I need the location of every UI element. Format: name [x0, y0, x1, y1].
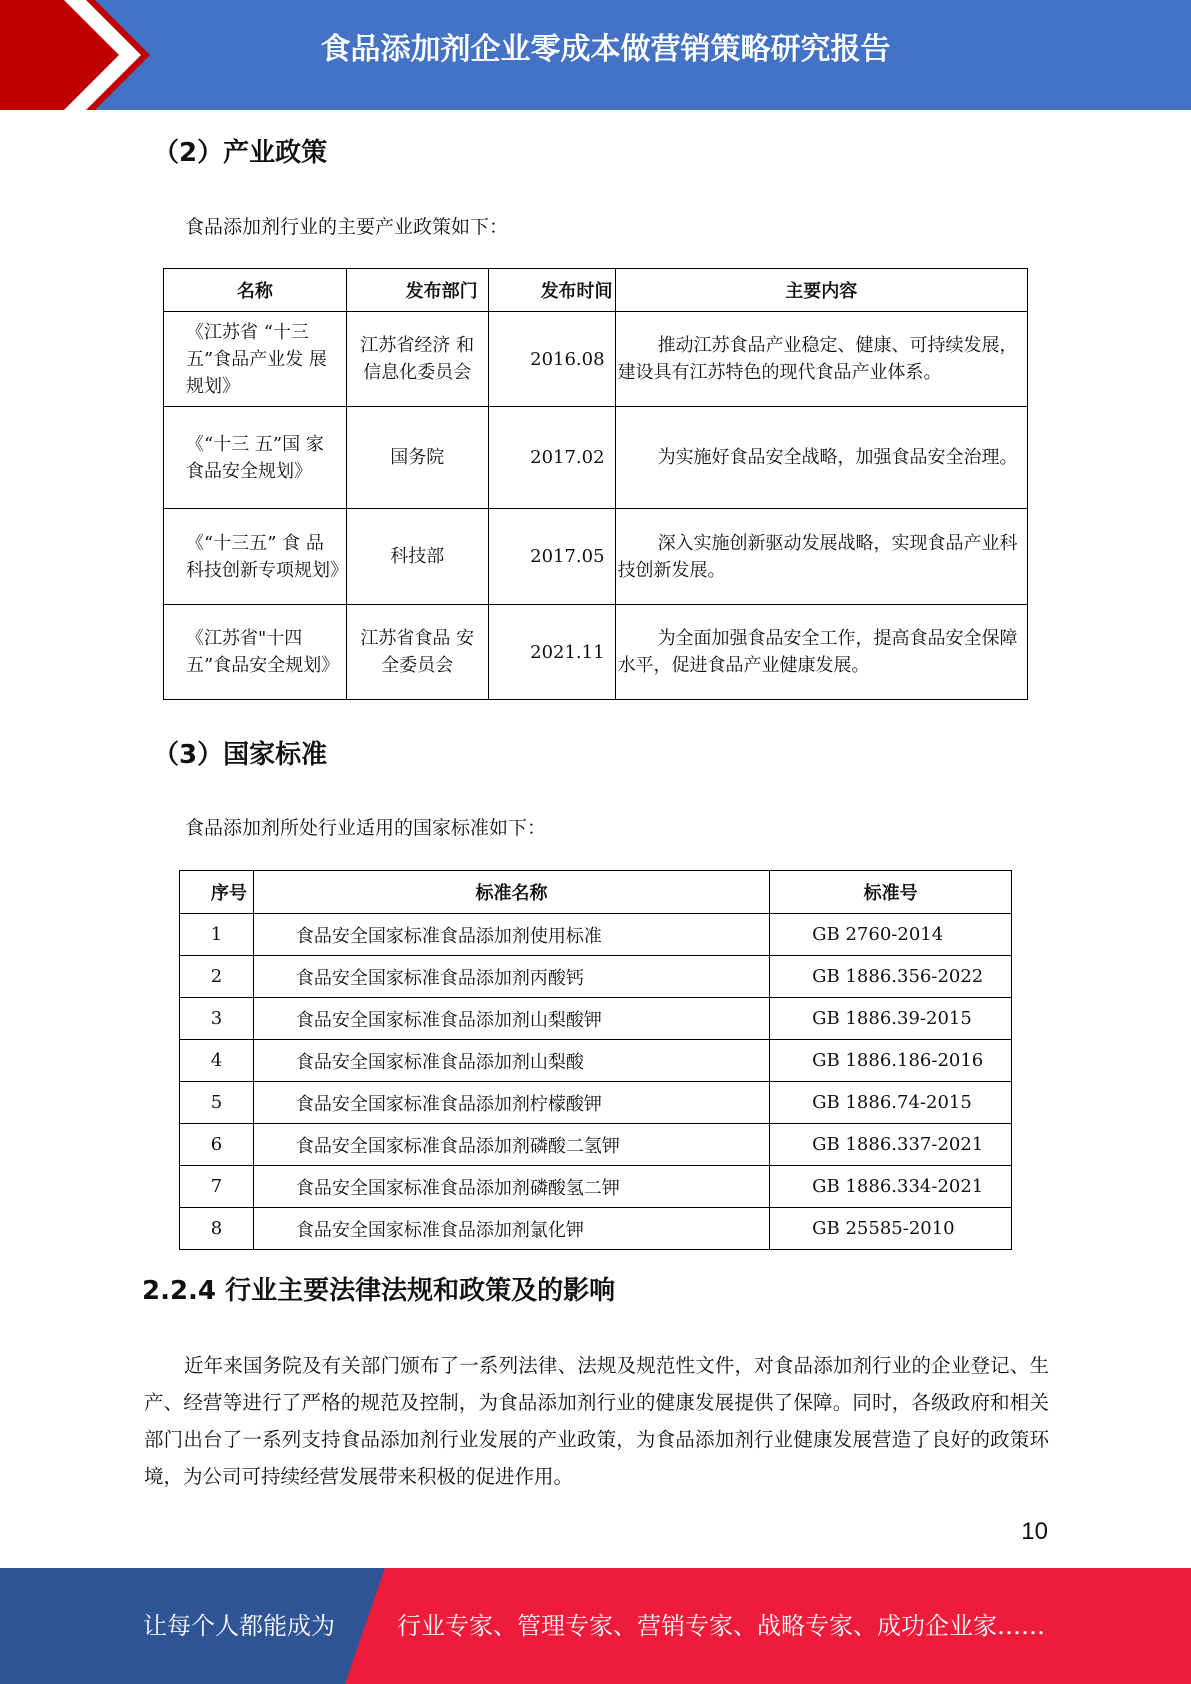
column-header: 序号 — [180, 871, 254, 914]
table-row — [164, 407, 1028, 509]
standard-no: 4 — [180, 1040, 254, 1082]
standard-code: GB 1886.337-2021 — [770, 1124, 1012, 1166]
policy-date: 2017.05 — [488, 509, 615, 605]
policy-dept: 科技部 — [346, 509, 488, 605]
policy-name: 《“十三 五”国 家食品安全规划》 — [164, 407, 347, 509]
page-footer — [0, 1568, 1191, 1684]
standard-name: 食品安全国家标准食品添加剂柠檬酸钾 — [253, 1082, 769, 1124]
standard-name: 食品安全国家标准食品添加剂磷酸氢二钾 — [253, 1166, 769, 1208]
table-row — [180, 998, 1012, 1040]
table-row — [180, 1082, 1012, 1124]
standard-code: GB 1886.74-2015 — [770, 1082, 1012, 1124]
policy-date: 2017.02 — [488, 407, 615, 509]
policy-content: 推动江苏食品产业稳定、健康、可持续发展，建设具有江苏特色的现代食品产业体系。 — [615, 312, 1027, 407]
page-header — [0, 0, 1191, 110]
table-header-row — [180, 871, 1012, 914]
table-row — [180, 956, 1012, 998]
standards-table — [179, 870, 1012, 1250]
standard-no: 5 — [180, 1082, 254, 1124]
standard-code: GB 1886.334-2021 — [770, 1166, 1012, 1208]
standard-code: GB 1886.356-2022 — [770, 956, 1012, 998]
policy-date: 2021.11 — [488, 605, 615, 700]
section-heading-policy: （2）产业政策 — [153, 138, 328, 168]
table-row — [180, 1124, 1012, 1166]
policy-name: 《江苏省 “十三 五”食品产业发 展规划》 — [164, 312, 347, 407]
page-number: 10 — [1021, 1518, 1048, 1545]
policy-content: 为实施好食品安全战略，加强食品安全治理。 — [615, 407, 1027, 509]
column-header: 主要内容 — [615, 269, 1027, 312]
standard-code: GB 1886.39-2015 — [770, 998, 1012, 1040]
section-heading-law: 2.2.4 行业主要法律法规和政策及的影响 — [142, 1276, 616, 1306]
table-row — [164, 312, 1028, 407]
column-header: 标准名称 — [253, 871, 769, 914]
table-row — [180, 1208, 1012, 1250]
standard-no: 8 — [180, 1208, 254, 1250]
standards-intro: 食品添加剂所处行业适用的国家标准如下： — [185, 817, 547, 839]
standard-name: 食品安全国家标准食品添加剂丙酸钙 — [253, 956, 769, 998]
policy-intro: 食品添加剂行业的主要产业政策如下： — [185, 216, 509, 238]
section-heading-standards: （3）国家标准 — [153, 740, 328, 770]
policy-dept: 江苏省食品 安全委员会 — [346, 605, 488, 700]
standard-name: 食品安全国家标准食品添加剂氯化钾 — [253, 1208, 769, 1250]
standard-code: GB 2760-2014 — [770, 914, 1012, 956]
report-title: 食品添加剂企业零成本做营销策略研究报告 — [320, 32, 891, 67]
policy-dept: 江苏省经济 和信息化委员会 — [346, 312, 488, 407]
table-row — [164, 509, 1028, 605]
policy-table — [163, 268, 1028, 700]
standard-no: 7 — [180, 1166, 254, 1208]
table-row — [180, 1166, 1012, 1208]
policy-date: 2016.08 — [488, 312, 615, 407]
standard-code: GB 25585-2010 — [770, 1208, 1012, 1250]
table-row — [180, 1040, 1012, 1082]
policy-content: 为全面加强食品安全工作，提高食品安全保障水平，促进食品产业健康发展。 — [615, 605, 1027, 700]
policy-content: 深入实施创新驱动发展战略，实现食品产业科技创新发展。 — [615, 509, 1027, 605]
footer-slogan-left: 让每个人都能成为 — [143, 1612, 335, 1640]
law-body-paragraph: 近年来国务院及有关部门颁布了一系列法律、法规及规范性文件，对食品添加剂行业的企业登记、生产、经营等进行了严格的规范及控制，为食品添加剂行业的健康发展提供了保障。同时，各级政府和相关部门出台了一系列支持食品添加剂行业发展的产业政策，为食品添加剂行业健康发展营造了良好的政策环境，为公司可持续经营发展带来积极的促进作用。 — [144, 1354, 1049, 1488]
column-header: 标准号 — [770, 871, 1012, 914]
standard-no: 1 — [180, 914, 254, 956]
standard-name: 食品安全国家标准食品添加剂使用标准 — [253, 914, 769, 956]
footer-slogan-right: 行业专家、管理专家、营销专家、战略专家、成功企业家…… — [397, 1612, 1045, 1640]
standard-name: 食品安全国家标准食品添加剂磷酸二氢钾 — [253, 1124, 769, 1166]
standard-no: 2 — [180, 956, 254, 998]
policy-name: 《江苏省"十四五”食品安全规划》 — [164, 605, 347, 700]
column-header: 名称 — [164, 269, 347, 312]
policy-dept: 国务院 — [346, 407, 488, 509]
standard-no: 3 — [180, 998, 254, 1040]
table-row — [180, 914, 1012, 956]
standard-code: GB 1886.186-2016 — [770, 1040, 1012, 1082]
column-header: 发布时间 — [488, 269, 615, 312]
table-row — [164, 605, 1028, 700]
standard-name: 食品安全国家标准食品添加剂山梨酸钾 — [253, 998, 769, 1040]
standard-name: 食品安全国家标准食品添加剂山梨酸 — [253, 1040, 769, 1082]
table-header-row — [164, 269, 1028, 312]
standard-no: 6 — [180, 1124, 254, 1166]
column-header: 发布部门 — [346, 269, 488, 312]
policy-name: 《“十三五” 食 品科技创新专项规划》 — [164, 509, 347, 605]
